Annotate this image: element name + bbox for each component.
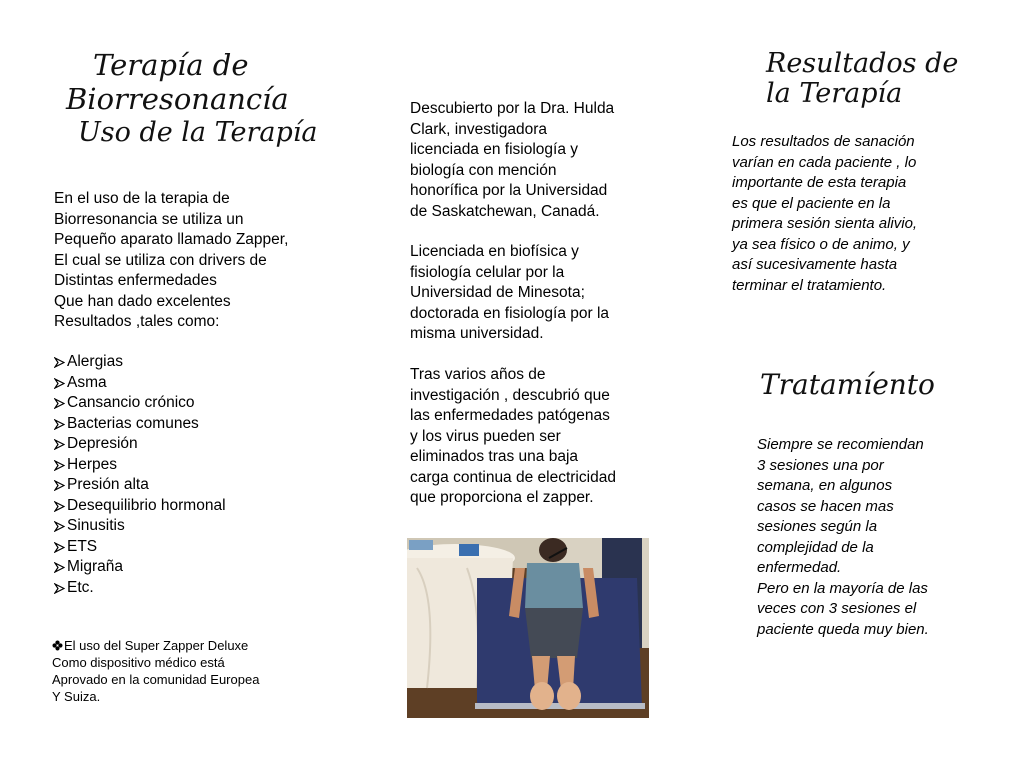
condition-label: Asma	[67, 373, 107, 391]
therapy-session-photo	[407, 538, 649, 718]
condition-label: Alergias	[67, 353, 123, 370]
condition-label: Etc.	[67, 578, 94, 596]
condition-item	[54, 373, 314, 394]
arrow-bullet-icon	[54, 357, 65, 368]
condition-item	[54, 434, 314, 455]
arrow-bullet-icon	[54, 501, 65, 512]
condition-label: Herpes	[67, 455, 117, 473]
condition-item	[54, 393, 314, 414]
condition-item	[54, 516, 314, 537]
condition-label: Depresión	[67, 435, 138, 452]
condition-item	[54, 455, 314, 476]
results-text: Los resultados de sanación varían en cada paciente , lo importante de esta terapia es que el paciente en la primera sesión sienta alivio, ya sea físico o de animo, y así sucesivamente hasta terminar el tratamiento.	[732, 133, 918, 294]
condition-label: Migraña	[67, 558, 123, 575]
condition-item	[54, 578, 314, 599]
treatment-text: Siempre se recomiendan 3 sesiones una por semana, en algunos casos se hacen mas sesiones según la complejidad de la enfermedad. Pero en la mayoría de las veces con 3 sesiones el paciente queda muy bien.	[757, 436, 929, 638]
patient-on-cot-illustration	[407, 538, 649, 718]
therapy-use-subtitle: Uso de la Terapía	[78, 117, 318, 148]
arrow-bullet-icon	[54, 562, 65, 573]
arrow-bullet-icon	[54, 460, 65, 471]
condition-label: Presión alta	[67, 476, 149, 493]
condition-item	[54, 557, 314, 578]
therapy-title-line1: Terapía de	[93, 48, 249, 82]
condition-item	[54, 537, 314, 558]
therapy-intro-text: En el uso de la terapia de Biorresonancia se utiliza un Pequeño aparato llamado Zapper, El cual se utiliza con drivers de Distintas enfermedades Que han dado excelentes Resultados ,tales como:	[54, 190, 289, 330]
condition-item	[54, 475, 314, 496]
condition-label: Desequilibrio hormonal	[67, 496, 226, 514]
arrow-bullet-icon	[54, 480, 65, 491]
condition-item	[54, 352, 314, 373]
condition-label: ETS	[67, 537, 98, 555]
therapy-title-line2: Biorresonancía	[66, 82, 289, 116]
arrow-bullet-icon	[54, 583, 65, 594]
discovery-paragraph: Descubierto por la Dra. Hulda Clark, investigadora licenciada en fisiología y biología con mención honorífica por la Universidad de Saskatchewan, Canadá.	[410, 100, 615, 220]
arrow-bullet-icon	[54, 419, 65, 430]
zapper-approval-note: El uso del Super Zapper Deluxe Como dispositivo médico está Aprovado en la comunidad Europea Y Suiza.	[52, 638, 260, 704]
results-title-line2: la Terapía	[766, 78, 903, 109]
arrow-bullet-icon	[54, 521, 65, 532]
condition-label: Sinusitis	[67, 517, 125, 534]
treatment-title: Tratamíento	[760, 368, 935, 401]
research-paragraph: Tras varios años de investigación , descubrió que las enfermedades patógenas y los virus pueden ser eliminados tras una baja carga continua de electricidad que proporciona el zapper.	[410, 366, 616, 506]
condition-item	[54, 496, 314, 517]
condition-label: Bacterias comunes	[67, 414, 199, 432]
condition-item	[54, 414, 314, 435]
arrow-bullet-icon	[54, 542, 65, 553]
condition-label: Cansancio crónico	[67, 394, 195, 411]
arrow-bullet-icon	[54, 378, 65, 389]
degrees-paragraph: Licenciada en biofísica y fisiología celular por la Universidad de Minesota; doctorada en fisiología por la misma universidad.	[410, 243, 610, 342]
results-title-line1: Resultados de	[766, 48, 959, 79]
arrow-bullet-icon	[54, 398, 65, 409]
arrow-bullet-icon	[54, 439, 65, 450]
conditions-list	[54, 352, 314, 598]
